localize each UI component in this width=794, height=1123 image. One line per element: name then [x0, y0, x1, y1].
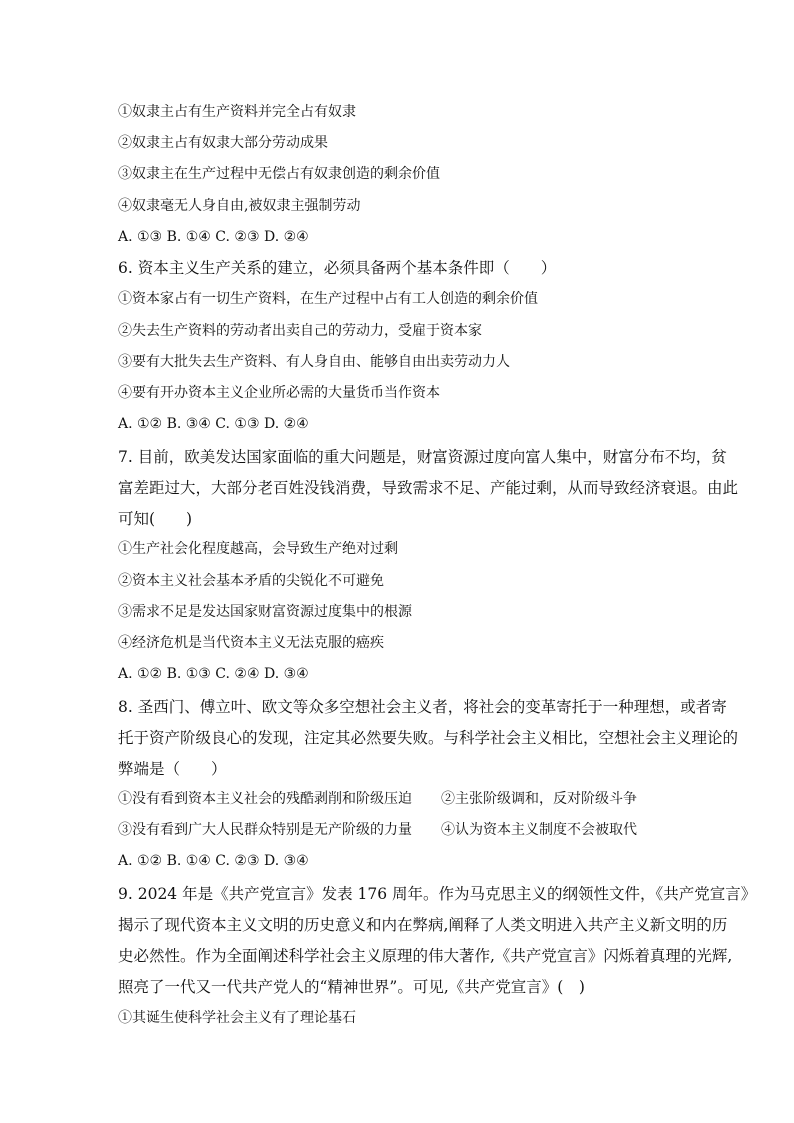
q9-stem-line-3: 史必然性。作为全面阐述科学社会主义原理的伟大著作,《共产党宣言》闪烁着真理的光辉,: [118, 947, 733, 965]
q5-option-2: ②奴隶主占有奴隶大部分劳动成果: [118, 135, 328, 151]
q5-option-1: ①奴隶主占有生产资料并完全占有奴隶: [118, 104, 356, 120]
q7-stem-line-1: 7. 目前，欧美发达国家面临的重大问题是，财富资源过度向富人集中，财富分布不均，贫: [118, 448, 727, 466]
q6-option-4: ④要有开办资本主义企业所必需的大量货币当作资本: [118, 385, 440, 401]
q8-option-3: ③没有看到广大人民群众特别是无产阶级的力量: [118, 822, 412, 838]
q8-option-2: ②主张阶级调和，反对阶级斗争: [441, 791, 637, 807]
q6-option-1: ①资本家占有一切生产资料，在生产过程中占有工人创造的剩余价值: [118, 291, 538, 307]
q6-option-2: ②失去生产资料的劳动者出卖自己的劳动力，受雇于资本家: [118, 323, 482, 339]
q8-stem-line-3: 弊端是（ ）: [118, 760, 227, 778]
q7-option-1: ①生产社会化程度越高，会导致生产绝对过剩: [118, 541, 398, 557]
q8-option-4: ④认为资本主义制度不会被取代: [441, 822, 637, 838]
q5-option-4: ④奴隶毫无人身自由,被奴隶主强制劳动: [118, 198, 361, 214]
q7-option-4: ④经济危机是当代资本主义无法克服的癌疾: [118, 635, 384, 651]
q7-option-2: ②资本主义社会基本矛盾的尖锐化不可避免: [118, 573, 384, 589]
q8-option-1: ①没有看到资本主义社会的残酷剥削和阶级压迫: [118, 791, 412, 807]
q9-option-1: ①其诞生使科学社会主义有了理论基石: [118, 1010, 356, 1026]
q7-stem-line-3: 可知( ): [118, 510, 193, 528]
q9-stem-line-4: 照亮了一代又一代共产党人的“精神世界”。可见,《共产党宣言》( ): [118, 978, 585, 996]
q6-answer-choices: A. ①② B. ③④ C. ①③ D. ②④: [118, 416, 309, 432]
q9-stem-line-1: 9. 2024 年是《共产党宣言》发表 176 周年。作为马克思主义的纲领性文件，《共产党宣言》: [118, 885, 757, 903]
q6-stem: 6. 资本主义生产关系的建立，必须具备两个基本条件即（ ）: [118, 259, 557, 277]
q8-answer-choices: A. ①② B. ①④ C. ②③ D. ③④: [118, 853, 309, 869]
q5-answer-choices: A. ①③ B. ①④ C. ②③ D. ②④: [118, 229, 309, 245]
q8-stem-line-1: 8. 圣西门、傅立叶、欧文等众多空想社会主义者，将社会的变革寄托于一种理想，或者寄: [118, 698, 727, 716]
q8-stem-line-2: 托于资产阶级良心的发现，注定其必然要失败。与科学社会主义相比，空想社会主义理论的: [118, 729, 739, 747]
q7-answer-choices: A. ①② B. ①③ C. ②④ D. ③④: [118, 666, 309, 682]
q9-stem-line-2: 揭示了现代资本主义文明的历史意义和内在弊病,阐释了人类文明进入共产主义新文明的历: [118, 916, 728, 934]
q7-stem-line-2: 富差距过大，大部分老百姓没钱消费，导致需求不足、产能过剩，从而导致经济衰退。由此: [118, 479, 739, 497]
q5-option-3: ③奴隶主在生产过程中无偿占有奴隶创造的剩余价值: [118, 166, 440, 182]
q6-option-3: ③要有大批失去生产资料、有人身自由、能够自由出卖劳动力人: [118, 354, 510, 370]
q7-option-3: ③需求不足是发达国家财富资源过度集中的根源: [118, 604, 412, 620]
